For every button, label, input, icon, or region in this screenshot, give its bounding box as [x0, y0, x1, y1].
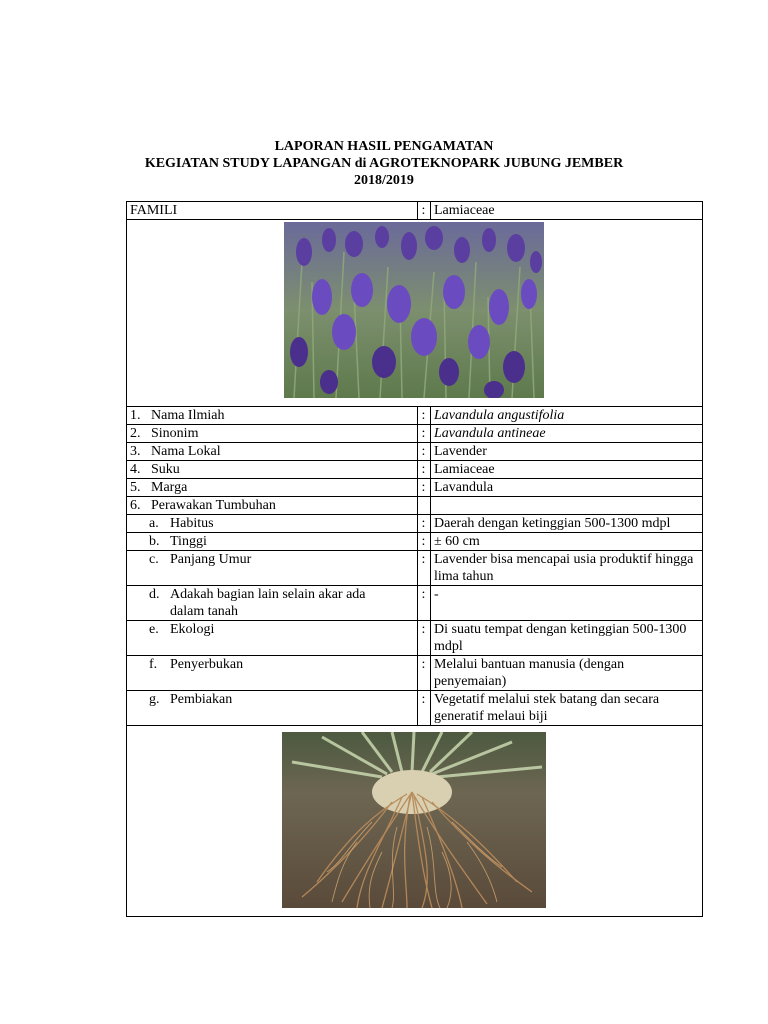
- row-value: Lavandula antineae: [431, 425, 703, 443]
- sub-letter: f.: [149, 657, 158, 672]
- sub-letter: c.: [149, 552, 159, 567]
- row-label: Sinonim: [151, 426, 199, 441]
- row-colon: :: [418, 425, 431, 443]
- title-line-3: 2018/2019: [354, 173, 414, 188]
- sub-label: Panjang Umur: [170, 552, 252, 567]
- sub-label: Tinggi: [170, 534, 207, 549]
- sub-letter: g.: [149, 692, 160, 707]
- title-line-2: KEGIATAN STUDY LAPANGAN di AGROTEKNOPARK JUBUNG JEMBER: [144, 156, 624, 171]
- row-colon: :: [418, 479, 431, 497]
- sub-colon: :: [418, 533, 431, 551]
- row-label: Nama Ilmiah: [151, 408, 225, 423]
- sub-letter: d.: [149, 587, 160, 602]
- sub-row: [127, 656, 703, 691]
- sub-value: Daerah dengan ketinggian 500-1300 mdpl: [431, 515, 703, 533]
- sub-row: [127, 551, 703, 586]
- row-number: 5.: [130, 480, 141, 495]
- sub-row: [127, 533, 703, 551]
- row-value: Lamiaceae: [431, 461, 703, 479]
- document-title: [0, 138, 768, 189]
- table-row: [127, 461, 703, 479]
- row-label: Nama Lokal: [151, 444, 221, 459]
- sub-label: Ekologi: [170, 622, 215, 637]
- observation-table: [126, 201, 703, 917]
- sub-label: Adakah bagian lain selain akar ada dalam tanah: [170, 587, 366, 619]
- title-line-1: LAPORAN HASIL PENGAMATAN: [274, 139, 494, 154]
- sub-colon: :: [418, 656, 431, 691]
- row-colon: :: [418, 461, 431, 479]
- sub-label: Habitus: [170, 516, 214, 531]
- sub-colon: :: [418, 621, 431, 656]
- row-number: 6.: [130, 498, 141, 513]
- sub-value: -: [431, 586, 703, 621]
- sub-value: Melalui bantuan manusia (dengan penyemaian): [431, 656, 703, 691]
- row-value: Lavender: [431, 443, 703, 461]
- row-value: Lavandula angustifolia: [431, 407, 703, 425]
- sub-row: [127, 621, 703, 656]
- row-label: Suku: [151, 462, 180, 477]
- flower-image-row: [127, 220, 703, 407]
- sub-label: Pembiakan: [170, 692, 233, 707]
- table-row: [127, 425, 703, 443]
- row-number: 4.: [130, 462, 141, 477]
- sub-letter: b.: [149, 534, 160, 549]
- table-row: [127, 443, 703, 461]
- row-label: Perawakan Tumbuhan: [151, 498, 276, 513]
- famili-row: [127, 202, 703, 220]
- table-row: [127, 479, 703, 497]
- lavender-roots-photo: [282, 732, 546, 908]
- famili-value: Lamiaceae: [431, 202, 703, 220]
- sub-colon: :: [418, 691, 431, 726]
- row-colon: :: [418, 407, 431, 425]
- sub-letter: a.: [149, 516, 159, 531]
- table-row: [127, 407, 703, 425]
- row-number: 2.: [130, 426, 141, 441]
- famili-colon: :: [418, 202, 431, 220]
- sub-colon: :: [418, 586, 431, 621]
- sub-value: ± 60 cm: [431, 533, 703, 551]
- sub-letter: e.: [149, 622, 159, 637]
- row-value: [431, 497, 703, 515]
- sub-row: [127, 586, 703, 621]
- lavender-flowers-photo: [284, 222, 544, 398]
- row-value: Lavandula: [431, 479, 703, 497]
- sub-row: [127, 515, 703, 533]
- famili-label: FAMILI: [127, 202, 418, 220]
- row-colon: [418, 497, 431, 515]
- root-image-row: [127, 726, 703, 917]
- row-colon: :: [418, 443, 431, 461]
- sub-colon: :: [418, 551, 431, 586]
- sub-colon: :: [418, 515, 431, 533]
- row-number: 1.: [130, 408, 141, 423]
- sub-value: Lavender bisa mencapai usia produktif hingga lima tahun: [431, 551, 703, 586]
- sub-value: Vegetatif melalui stek batang dan secara generatif melaui biji: [431, 691, 703, 726]
- sub-label: Penyerbukan: [170, 657, 244, 672]
- table-row: [127, 497, 703, 515]
- sub-row: [127, 691, 703, 726]
- sub-value: Di suatu tempat dengan ketinggian 500-1300 mdpl: [431, 621, 703, 656]
- row-number: 3.: [130, 444, 141, 459]
- row-label: Marga: [151, 480, 188, 495]
